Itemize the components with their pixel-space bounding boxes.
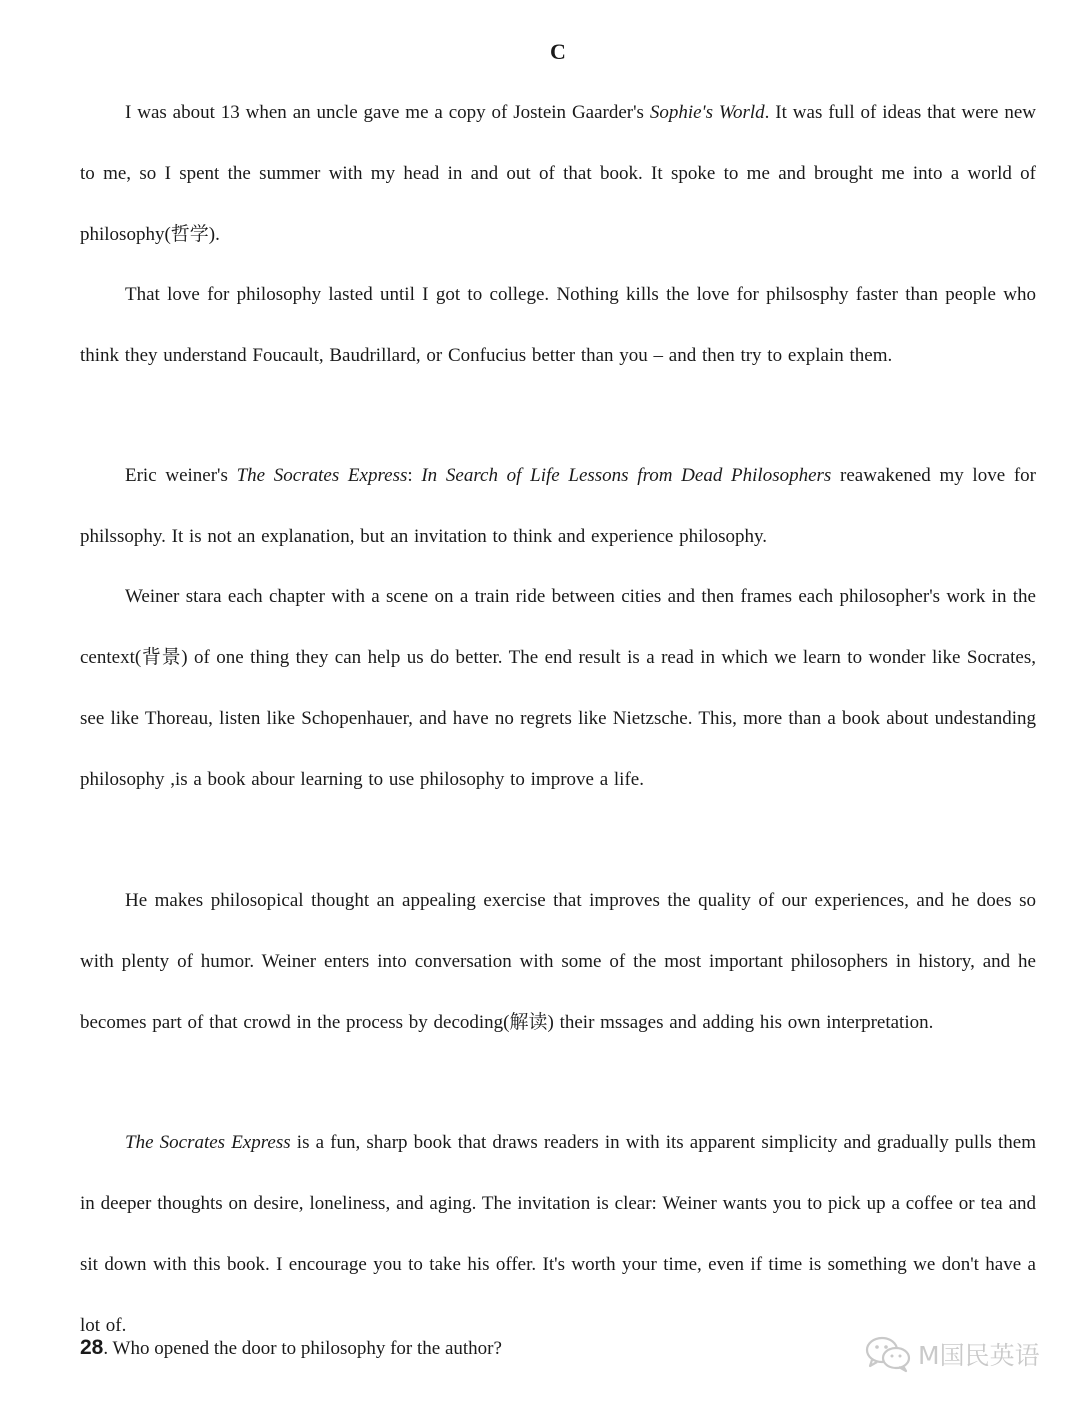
text-run: He makes philosopical thought an appealing exercise that improves the quality of our experiences, and he does so with plenty of humor. Weiner enters into conversation with some of the most important philosophers in history, and he becomes part of that crowd in the process by decoding(解读) their mssages and adding his own interpretation. <box>80 890 1036 1033</box>
text-run: That love for philosophy lasted until I got to college. Nothing kills the love for philsosphy faster than people who think they understand Foucault, Baudrillard, or Confucius better than you – and then try to explain them. <box>80 284 1036 366</box>
book-title: In Search of Life Lessons from Dead Philosophers <box>421 465 832 486</box>
text-run: Weiner stara each chapter with a scene on a train ride between cities and then frames each philosopher's work in the centext(背景) of one thing they can help us do better. The end result is a read in which we learn to wonder like Socrates, see like Thoreau, listen like Schopenhauer, and have no regrets like Nietzsche. This, more than a book about undestanding philosophy ,is a book abour learning to use philosophy to improve a life. <box>80 586 1036 790</box>
text-run: I was about 13 when an uncle gave me a copy of Jostein Gaarder's <box>125 102 650 123</box>
text-run: reawakened my love for philssophy. It is not an explanation, but an invitation to think and experience philosophy. <box>80 465 1037 547</box>
book-title: The Socrates Express <box>236 465 408 486</box>
paragraph-6 <box>80 1112 1036 1356</box>
paragraph-5 <box>80 870 1036 1053</box>
text-run: : <box>407 465 422 486</box>
book-title: Sophie's World <box>649 102 765 123</box>
paragraph-3 <box>80 445 1036 567</box>
text-run: Eric weiner's <box>125 465 237 486</box>
question-28 <box>80 1330 780 1367</box>
paragraph-4 <box>80 566 1036 810</box>
book-title: The Socrates Express <box>125 1132 291 1153</box>
wechat-icon <box>864 1335 912 1373</box>
watermark-text: M国民英语 <box>918 1341 1040 1370</box>
paragraph-2 <box>80 264 1036 386</box>
paragraph-1 <box>80 82 1036 265</box>
watermark <box>864 1334 1040 1374</box>
section-label: C <box>550 39 566 64</box>
text-run: is a fun, sharp book that draws readers in with its apparent simplicity and gradually pulls them in deeper thoughts on desire, loneliness, and aging. The invitation is clear: Weiner wants you to pick up a coffee or tea and sit down with this book. I encourage you to take his offer. It's worth your time, even if time is something we don't have a lot of. <box>80 1132 1036 1336</box>
question-text: . Who opened the door to philosophy for the author? <box>103 1338 502 1359</box>
text-run: . It was full of ideas that were new to me, so I spent the summer with my head in and out of that book. It spoke to me and brought me into a world of philosophy(哲学). <box>80 102 1036 245</box>
question-number: 28 <box>80 1336 104 1359</box>
